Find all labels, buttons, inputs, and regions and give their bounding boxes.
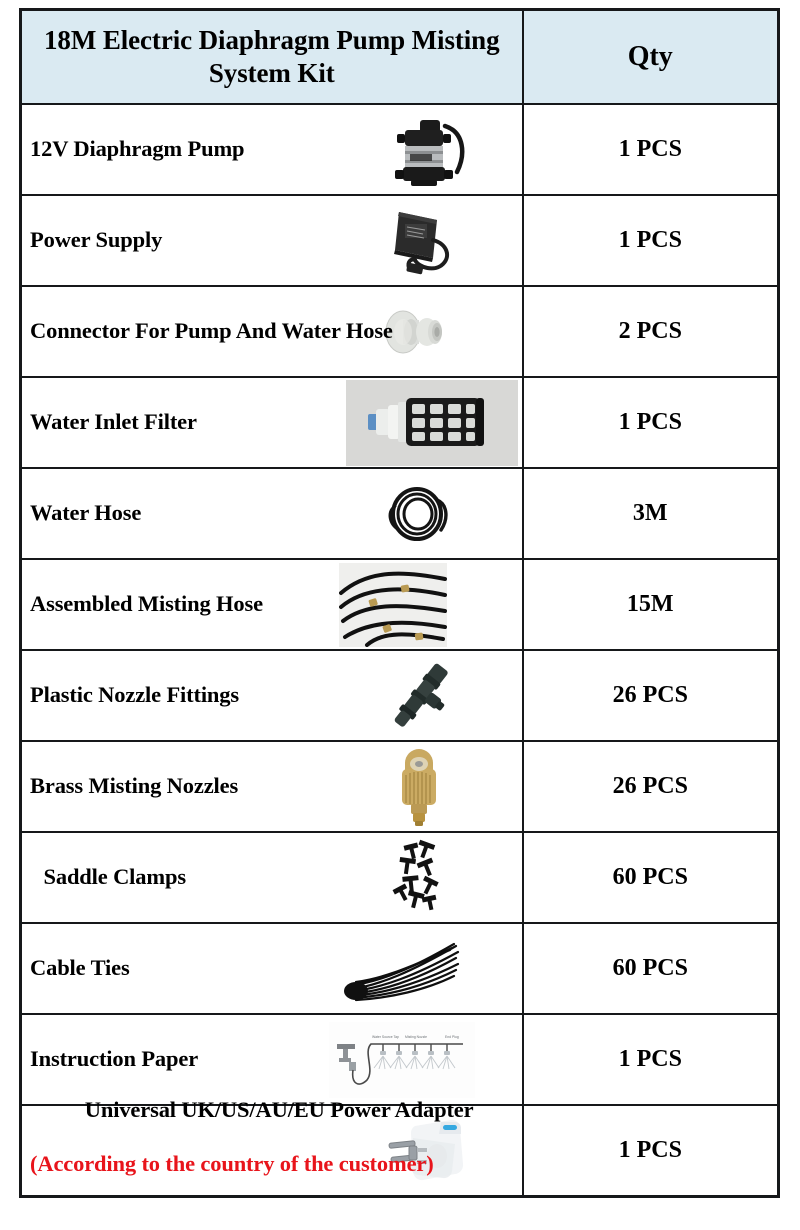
table-row — [21, 923, 779, 1014]
qty-cell: 2 PCS — [523, 286, 779, 377]
item-thumbnail — [324, 833, 514, 922]
table-row — [21, 468, 779, 559]
qty-cell: 1 PCS — [523, 1105, 779, 1197]
item-cell — [21, 104, 523, 195]
qty-cell: 60 PCS — [523, 832, 779, 923]
item-cell — [21, 377, 523, 468]
item-cell — [21, 468, 523, 559]
item-thumbnail — [324, 469, 514, 558]
table-row — [21, 286, 779, 377]
brass-misting-nozzle-icon — [379, 745, 459, 829]
qty-cell: 1 PCS — [523, 377, 779, 468]
item-label: Brass Misting Nozzles — [30, 773, 239, 799]
item-label: Cable Ties — [30, 955, 130, 981]
plastic-nozzle-fitting-icon — [372, 655, 466, 737]
item-label: Saddle Clamps — [38, 864, 186, 890]
item-thumbnail — [308, 924, 498, 1013]
assembled-misting-hose-icon — [339, 563, 447, 647]
item-cell — [21, 741, 523, 832]
table-header-row — [21, 10, 779, 105]
svg-text:Water Source Tap: Water Source Tap — [372, 1034, 399, 1039]
cable-ties-icon — [340, 936, 466, 1002]
diaphragm-pump-icon — [365, 110, 473, 190]
item-thumbnail — [324, 651, 514, 740]
item-thumbnail — [324, 742, 514, 831]
table-row — [21, 832, 779, 923]
qty-column-header — [523, 10, 779, 105]
item-label: Water Hose — [30, 500, 142, 526]
qty-header-label: Qty — [627, 41, 673, 72]
item-label: Connector For Pump And Water Hose — [30, 318, 393, 344]
item-cell — [21, 923, 523, 1014]
svg-text:End Plug: End Plug — [445, 1034, 459, 1039]
qty-cell: 1 PCS — [523, 104, 779, 195]
qty-cell: 60 PCS — [523, 923, 779, 1014]
item-column-header — [21, 10, 523, 105]
item-cell — [21, 832, 523, 923]
saddle-clamps-icon — [381, 836, 457, 920]
kit-contents-table — [19, 8, 780, 1198]
item-cell — [21, 1097, 523, 1197]
water-hose-coil-icon — [371, 478, 467, 550]
table-row — [21, 377, 779, 468]
svg-text:Misting Nozzle: Misting Nozzle — [405, 1034, 428, 1039]
water-inlet-filter-icon — [346, 380, 518, 466]
table-row — [21, 1105, 779, 1197]
item-label: 12V Diaphragm Pump — [30, 136, 245, 162]
item-thumbnail — [324, 196, 514, 285]
table-row — [21, 104, 779, 195]
item-label-main: Universal UK/US/AU/EU Power Adapter — [84, 1097, 474, 1123]
item-cell — [21, 286, 523, 377]
table-row — [21, 650, 779, 741]
kit-title: 18M Electric Diaphragm Pump Misting System Kit — [44, 25, 500, 88]
qty-cell: 15M — [523, 559, 779, 650]
power-supply-icon — [367, 200, 471, 282]
qty-cell: 26 PCS — [523, 741, 779, 832]
table-row — [21, 741, 779, 832]
item-thumbnail — [324, 105, 514, 194]
item-thumbnail — [298, 560, 488, 649]
item-cell — [21, 559, 523, 650]
qty-cell: 1 PCS — [523, 195, 779, 286]
table-row — [21, 559, 779, 650]
item-label: Water Inlet Filter — [30, 409, 197, 435]
qty-cell: 1 PCS — [523, 1014, 779, 1105]
item-thumbnail — [325, 378, 540, 467]
item-label: Plastic Nozzle Fittings — [30, 682, 239, 708]
item-label-note: (According to the country of the customer) — [30, 1150, 434, 1176]
qty-cell: 26 PCS — [523, 650, 779, 741]
item-label: Power Supply — [30, 227, 163, 253]
item-label: Instruction Paper — [30, 1046, 199, 1072]
qty-cell: 3M — [523, 468, 779, 559]
item-label — [22, 1071, 473, 1230]
table-row — [21, 195, 779, 286]
item-label: Assembled Misting Hose — [30, 591, 263, 617]
item-cell — [21, 195, 523, 286]
item-cell — [21, 650, 523, 741]
